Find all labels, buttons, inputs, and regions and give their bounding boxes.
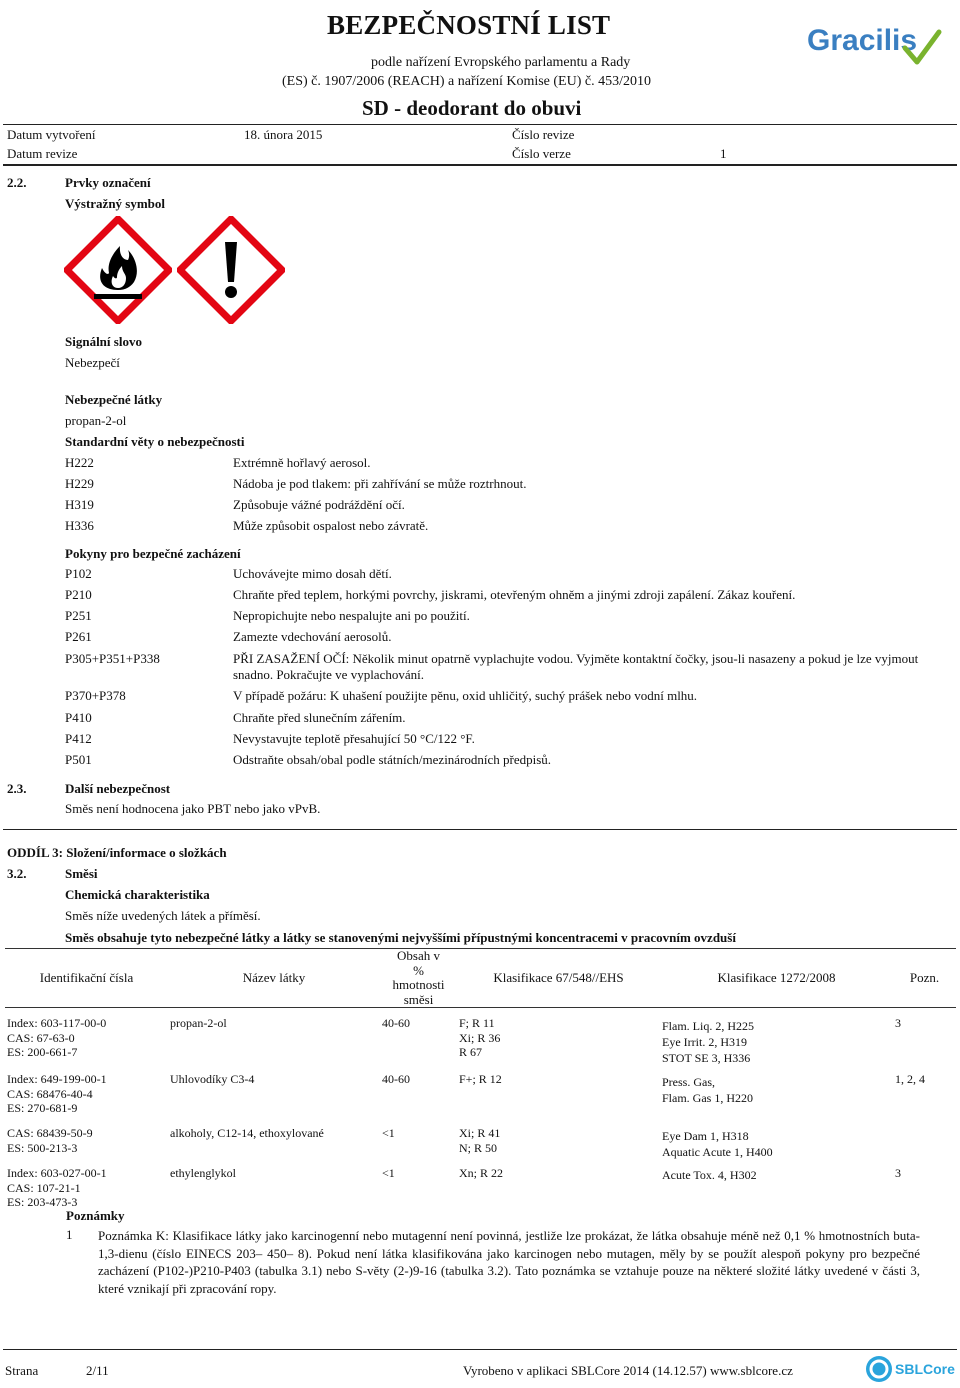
content-cell: 40-60 <box>382 1072 410 1086</box>
class-line: Flam. Liq. 2, H225 <box>662 1019 754 1033</box>
class-line: STOT SE 3, H336 <box>662 1051 751 1065</box>
flame-icon <box>64 216 172 324</box>
class-line: Acute Tox. 4, H302 <box>662 1168 757 1182</box>
precaution-code: P251 <box>65 608 92 623</box>
precaution-text: Odstraňte obsah/obal podle státních/mezinárodních předpisů. <box>233 752 552 767</box>
hazard-text: Nádoba je pod tlakem: při zahřívání se může roztrhnout. <box>233 476 527 491</box>
col-name-header: Název látky <box>168 949 380 1008</box>
created-value: 18. února 2015 <box>244 127 323 142</box>
id-line: CAS: 67-63-0 <box>7 1030 75 1045</box>
notes-label: Poznámky <box>66 1208 125 1223</box>
page-number: 2/11 <box>86 1363 109 1378</box>
class-line: R 67 <box>459 1045 483 1059</box>
hazard-code: H222 <box>65 455 94 470</box>
ids-cell <box>5 1066 168 1120</box>
hazardous-substance: propan-2-ol <box>65 413 127 428</box>
class-line: Eye Irrit. 2, H319 <box>662 1035 747 1049</box>
hazard-statements-label: Standardní věty o nebezpečnosti <box>65 434 245 449</box>
note-cell: 3 <box>895 1016 901 1030</box>
name-cell: Uhlovodíky C3-4 <box>170 1072 255 1086</box>
note-cell: 1, 2, 4 <box>895 1072 925 1086</box>
col-ids-header: Identifikační čísla <box>5 949 168 1008</box>
class-1272-cell <box>660 1160 893 1214</box>
id-line: ES: 203-473-3 <box>7 1195 78 1209</box>
gracilis-logo-graphic <box>805 18 945 78</box>
id-line: ES: 500-213-3 <box>7 1140 78 1155</box>
class-line: F+; R 12 <box>459 1072 502 1086</box>
hazard-text: Způsobuje vážné podráždění očí. <box>233 497 405 512</box>
gracilis-logo-text: Gracilis <box>807 24 918 57</box>
precaution-text: Uchovávejte mimo dosah dětí. <box>233 566 392 581</box>
class-line: Xn; R 22 <box>459 1166 504 1180</box>
name-cell: ethylenglykol <box>170 1166 236 1180</box>
regulation-line-2: (ES) č. 1907/2006 (REACH) a nařízení Komise (EU) č. 453/2010 <box>282 74 651 89</box>
section-3-heading: ODDÍL 3: Složení/informace o složkách <box>7 845 227 860</box>
section-3-2-title: Směsi <box>65 866 98 881</box>
hazard-text: Extrémně hořlavý aerosol. <box>233 455 371 470</box>
precautions-label: Pokyny pro bezpečné zacházení <box>65 546 241 561</box>
signal-word-label: Signální slovo <box>65 334 142 349</box>
precaution-text: Chraňte před teplem, horkými povrchy, jiskrami, otevřeným ohněm a jinými zdroji zapálení. Zákaz kouření. <box>233 587 796 602</box>
content-cell: <1 <box>382 1166 395 1180</box>
produced-by: Vyrobeno v aplikaci SBLCore 2014 (14.12.57) www.sblcore.cz <box>463 1363 793 1378</box>
id-line: Index: 649-199-00-1 <box>7 1072 107 1086</box>
precaution-code: P501 <box>65 752 92 767</box>
id-line: CAS: 68476-40-4 <box>7 1086 93 1101</box>
col-content-header: Obsah v % hmotnosti směsi <box>380 949 457 1008</box>
created-label: Datum vytvoření <box>7 127 96 142</box>
table-row <box>5 1066 956 1120</box>
class-line: F; R 11 <box>459 1016 495 1030</box>
precaution-text: Chraňte před slunečním zářením. <box>233 710 406 725</box>
content-cell: <1 <box>382 1126 395 1140</box>
col-note-header: Pozn. <box>893 949 956 1008</box>
hazard-code: H319 <box>65 497 94 512</box>
hazard-text: Může způsobit ospalost nebo závratě. <box>233 518 429 533</box>
precaution-code: P210 <box>65 587 92 602</box>
chem-characteristics-text: Směs níže uvedených látek a příměsí. <box>65 908 261 923</box>
col-class-67-header: Klasifikace 67/548//EHS <box>457 949 660 1008</box>
class-1272-cell <box>660 1120 893 1160</box>
class-line: Xi; R 36 <box>459 1030 501 1045</box>
class-1272-cell <box>660 1066 893 1120</box>
hazard-code: H229 <box>65 476 94 491</box>
ids-cell <box>5 1120 168 1160</box>
version-label: Číslo verze <box>512 146 571 161</box>
header-rule-bottom <box>3 164 957 166</box>
precaution-code: P305+P351+P338 <box>65 651 160 666</box>
section-2-3-title: Další nebezpečnost <box>65 781 171 796</box>
ghs-exclamation-pictogram <box>177 216 285 324</box>
hazardous-substances-label: Nebezpečné látky <box>65 392 163 407</box>
precaution-code: P102 <box>65 566 92 581</box>
precaution-text: V případě požáru: K uhašení použijte pěnu, oxid uhličitý, suchý prášek nebo vodní mlhu. <box>233 688 698 703</box>
precaution-code: P370+P378 <box>65 688 126 703</box>
class-67-cell <box>457 1120 660 1160</box>
regulation-line-1: podle nařízení Evropského parlamentu a Rady <box>371 55 631 70</box>
document-title: BEZPEČNOSTNÍ LIST <box>327 10 611 40</box>
id-line: Index: 603-027-00-1 <box>7 1166 107 1180</box>
ghs-flame-pictogram <box>64 216 172 324</box>
composition-table <box>5 948 956 1214</box>
name-cell: alkoholy, C12-14, ethoxylované <box>170 1126 324 1140</box>
precaution-text: PŘI ZASAŽENÍ OČÍ: Několik minut opatrně vyplachujte vodou. Vyjměte kontaktní čočky, jsou-li nasazeny a pokud je lze vyjmout snadno. Pokračujte ve vyplachování. <box>233 651 919 682</box>
name-cell: propan-2-ol <box>170 1016 227 1030</box>
header-rule-top <box>3 124 957 125</box>
revision-date-label: Datum revize <box>7 146 78 161</box>
note-text: Poznámka K: Klasifikace látky jako karcinogenní nebo mutagenní není povinná, jestliže lze prokázat, že látka obsahuje méně než 0,1 % hmotnostních buta-1,3-dienu (číslo EINECS 203– 450– 8). Pokud není látka klasifikována jako karcinogen nebo mutagen, měly by se použít alespoň pokyny pro bezpečné zacházení (P102-)P210-P403 (tabulka 3.1) nebo S-věty (2-)9-16 (tabulka 3.2). Tato poznámka se vztahuje pouze na některé složité látky uvedené v části 3, které vznikají při zpracování ropy. <box>98 1228 920 1296</box>
version-value: 1 <box>720 146 727 161</box>
hazard-code: H336 <box>65 518 94 533</box>
revision-no-label: Číslo revize <box>512 127 575 142</box>
precaution-text: Nevystavujte teplotě přesahující 50 °C/122 °F. <box>233 731 475 746</box>
precaution-text: Zamezte vdechování aerosolů. <box>233 629 392 644</box>
section-divider <box>3 829 957 830</box>
product-name: SD - deodorant do obuvi <box>362 96 582 120</box>
precaution-code: P412 <box>65 731 92 746</box>
sblcore-logo <box>864 1354 958 1384</box>
id-line: Index: 603-117-00-0 <box>7 1016 107 1030</box>
class-67-cell <box>457 1008 660 1067</box>
class-67-cell <box>457 1160 660 1214</box>
id-line: ES: 200-661-7 <box>7 1045 78 1059</box>
section-2-2-title: Prvky označení <box>65 175 151 190</box>
id-line: ES: 270-681-9 <box>7 1101 78 1115</box>
precaution-code: P410 <box>65 710 92 725</box>
precaution-code: P261 <box>65 629 92 644</box>
note-cell: 3 <box>895 1166 901 1180</box>
table-row <box>5 1008 956 1067</box>
exclamation-mark-icon <box>177 216 285 324</box>
section-2-3-number: 2.3. <box>7 781 27 796</box>
class-67-cell <box>457 1066 660 1120</box>
sblcore-logo-graphic <box>864 1354 958 1384</box>
signal-word: Nebezpečí <box>65 355 120 370</box>
class-line: Press. Gas, <box>662 1075 715 1089</box>
pictogram-label: Výstražný symbol <box>65 196 166 211</box>
section-2-3-text: Směs není hodnocena jako PBT nebo jako vPvB. <box>65 801 321 816</box>
col-class-1272-header: Klasifikace 1272/2008 <box>660 949 893 1008</box>
table-row <box>5 1160 956 1214</box>
chem-characteristics-label: Chemická charakteristika <box>65 887 210 902</box>
class-1272-cell <box>660 1008 893 1067</box>
class-line: Aquatic Acute 1, H400 <box>662 1145 773 1159</box>
footer-rule <box>3 1349 957 1350</box>
ids-cell <box>5 1160 168 1214</box>
note-number: 1 <box>66 1227 73 1242</box>
ids-cell <box>5 1008 168 1067</box>
class-line: Eye Dam 1, H318 <box>662 1129 749 1143</box>
class-line: Xi; R 41 <box>459 1126 501 1140</box>
table-header-row <box>5 949 956 1008</box>
table-caption: Směs obsahuje tyto nebezpečné látky a látky se stanovenými nejvyššími přípustnými koncentracemi v pracovním ovzduší <box>65 930 736 945</box>
page-label: Strana <box>5 1363 39 1378</box>
section-2-2-number: 2.2. <box>7 175 27 190</box>
precaution-text: Nepropichujte nebo nespalujte ani po použití. <box>233 608 470 623</box>
content-cell: 40-60 <box>382 1016 410 1030</box>
id-line: CAS: 107-21-1 <box>7 1180 81 1195</box>
table-row <box>5 1120 956 1160</box>
id-line: CAS: 68439-50-9 <box>7 1126 93 1140</box>
sblcore-logo-text: SBLCore <box>895 1361 955 1377</box>
gracilis-logo <box>805 18 945 78</box>
section-3-2-number: 3.2. <box>7 866 27 881</box>
class-line: Flam. Gas 1, H220 <box>662 1091 753 1105</box>
class-line: N; R 50 <box>459 1140 498 1155</box>
note-cell <box>893 1120 956 1160</box>
